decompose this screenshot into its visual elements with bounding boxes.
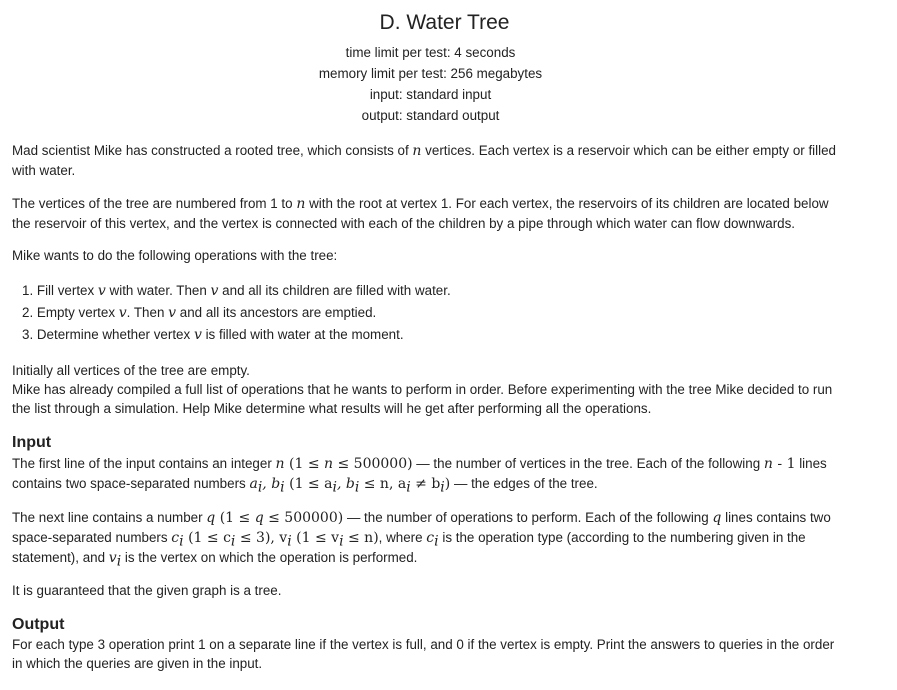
text: with the root at vertex 1. For each vertex, the reservoirs of its children are located below xyxy=(305,196,829,211)
text: is the vertex on which the operation is performed. xyxy=(121,550,418,565)
text: in which the queries are given in the input. xyxy=(12,656,263,671)
math: c xyxy=(171,530,180,546)
text: Initially all vertices of the tree are empty. xyxy=(12,363,250,378)
math: ≤ 3), v xyxy=(235,530,288,546)
text: Fill vertex xyxy=(36,283,98,298)
statement-paragraph-1 xyxy=(12,141,880,180)
math: q xyxy=(206,510,216,526)
text: contains two space-separated numbers xyxy=(12,476,250,491)
time-limit: time limit per test: 4 seconds xyxy=(345,45,516,60)
text: lines xyxy=(795,456,827,471)
math-sub: i xyxy=(434,533,439,550)
math-sub: i xyxy=(287,533,292,550)
math: v xyxy=(108,550,117,566)
math: (1 ≤ xyxy=(284,456,324,472)
math-sub: i xyxy=(406,479,411,496)
input-spec: input: standard input xyxy=(369,87,492,102)
text: The next line contains a number xyxy=(12,510,207,525)
text: The first line of the input contains an integer xyxy=(12,456,276,471)
text: , where xyxy=(378,530,427,545)
math-v: v xyxy=(97,283,106,299)
math: a xyxy=(249,476,258,492)
output-heading: Output xyxy=(12,616,65,633)
math: q xyxy=(712,510,722,526)
input-paragraph-1 xyxy=(12,454,880,494)
output-paragraph xyxy=(12,635,880,673)
statement-paragraph-3: Mike wants to do the following operations with the tree: xyxy=(12,248,338,263)
math: c xyxy=(426,530,435,546)
math: n xyxy=(763,456,773,472)
math-n: n xyxy=(412,143,422,159)
text: lines contains two xyxy=(721,510,831,525)
text: the list through a simulation. Help Mike determine what results will he get after performing all the operations. xyxy=(12,401,652,416)
math-sub: i xyxy=(332,479,337,496)
memory-limit: memory limit per test: 256 megabytes xyxy=(318,66,543,81)
text: with water. xyxy=(12,163,76,178)
math-v: v xyxy=(193,327,202,343)
math: n xyxy=(324,456,334,472)
math-v: v xyxy=(210,283,219,299)
text: Mad scientist Mike has constructed a rooted tree, which consists of xyxy=(12,143,413,158)
text: For each type 3 operation print 1 on a separate line if the vertex is full, and 0 if the vertex is empty. Print the answers to queries in the order xyxy=(12,637,835,652)
math-sub: i xyxy=(116,553,122,570)
math: ≤ 500000) xyxy=(333,456,413,472)
problem-title: D. Water Tree xyxy=(379,11,510,34)
math: (1 ≤ xyxy=(215,510,255,526)
text: — the edges of the tree. xyxy=(450,476,598,491)
output-spec: output: standard output xyxy=(361,108,500,123)
math-sub: i xyxy=(257,479,263,496)
math-sub: i xyxy=(339,533,344,550)
math: ) xyxy=(444,476,451,492)
math: q xyxy=(254,510,264,526)
math: , b xyxy=(336,476,355,492)
math-n: n xyxy=(296,196,306,212)
math-sub: i xyxy=(280,479,285,496)
list-item xyxy=(22,325,404,345)
text: Determine whether vertex xyxy=(36,327,194,342)
text: is filled with water at the moment. xyxy=(201,327,404,342)
math: ≤ n, a xyxy=(359,476,407,492)
text: Mike has already compiled a full list of operations that he wants to perform in order. Before experimenting with the tree Mike decided to run xyxy=(12,382,833,397)
math-sub: i xyxy=(354,479,360,496)
statement-paragraph-2 xyxy=(12,194,880,233)
text: with water. Then xyxy=(105,283,211,298)
math: ≤ 500000) xyxy=(263,510,344,526)
math: (1 ≤ c xyxy=(183,530,231,546)
text: Empty vertex xyxy=(36,305,119,320)
math: ≠ b xyxy=(410,476,441,492)
math: (1 ≤ a xyxy=(284,476,333,492)
math: (1 ≤ v xyxy=(291,530,340,546)
input-paragraph-3: It is guaranteed that the given graph is a tree. xyxy=(12,583,282,598)
text: space-separated numbers xyxy=(12,530,172,545)
input-paragraph-2 xyxy=(12,508,880,568)
text: The vertices of the tree are numbered from 1 to xyxy=(12,196,297,211)
math: n xyxy=(275,456,285,472)
text: — the number of operations to perform. Each of the following xyxy=(343,510,713,525)
text: is the operation type (according to the numbering given in the xyxy=(438,530,806,545)
math: , b xyxy=(262,476,281,492)
text: . Then xyxy=(126,305,169,320)
math-sub: i xyxy=(440,479,445,496)
text: statement), and xyxy=(12,550,109,565)
math-sub: i xyxy=(179,533,184,550)
text: and all its ancestors are emptied. xyxy=(176,305,377,320)
list-item xyxy=(22,281,451,301)
list-number: 3. xyxy=(22,327,37,342)
text: — the number of vertices in the tree. Each of the following xyxy=(412,456,764,471)
math-sub: i xyxy=(230,533,236,550)
math: - 1 xyxy=(772,456,796,472)
statement-paragraph-4 xyxy=(12,361,880,418)
math-v: v xyxy=(118,305,127,321)
math-v: v xyxy=(168,305,177,321)
list-number: 2. xyxy=(22,305,37,320)
text: and all its children are filled with water. xyxy=(218,283,451,298)
list-number: 1. xyxy=(22,283,37,298)
text: vertices. Each vertex is a reservoir which can be either empty or filled xyxy=(421,143,836,158)
text: the reservoir of this vertex, and the vertex is connected with each of the children by a pipe through which water can flow downwards. xyxy=(12,216,796,231)
input-heading: Input xyxy=(12,434,52,451)
math: ≤ n) xyxy=(343,530,379,546)
list-item xyxy=(22,303,376,323)
